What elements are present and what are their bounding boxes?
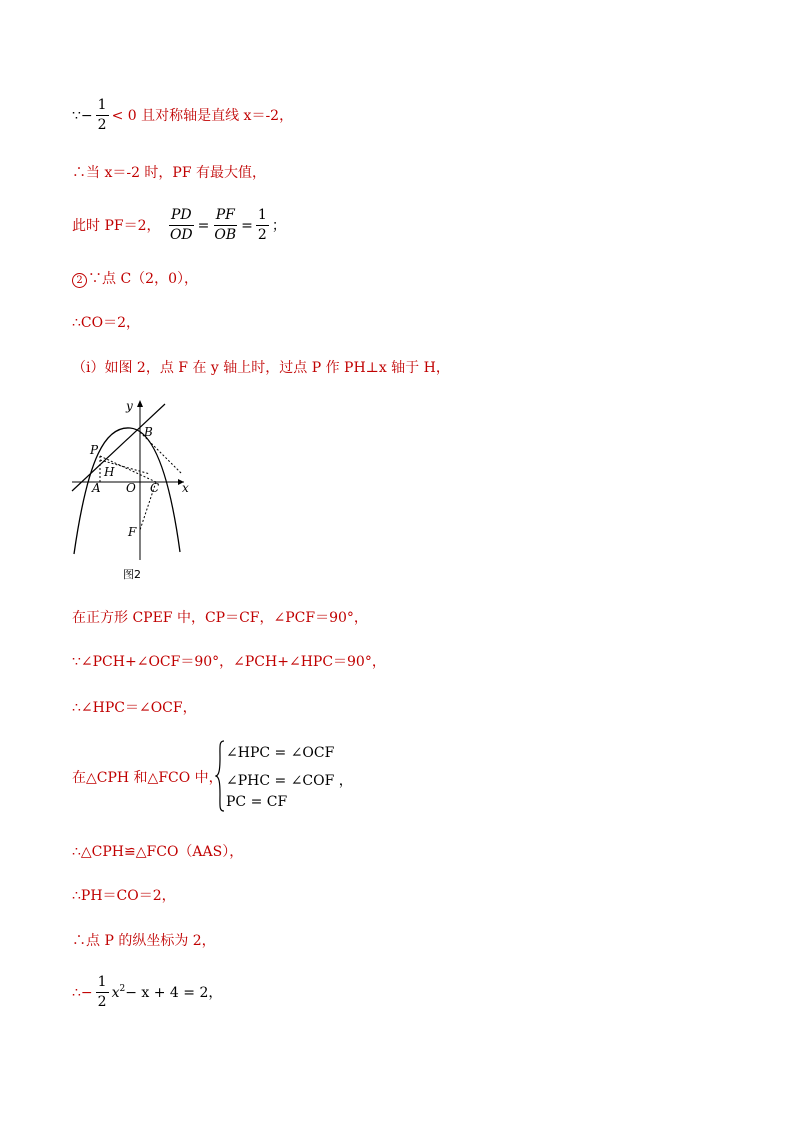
denominator: OB <box>214 227 237 244</box>
prefix: ∴− <box>72 984 93 1001</box>
y-axis-arrow <box>137 400 143 407</box>
label-a: A <box>92 481 101 495</box>
fraction-half <box>96 975 109 1011</box>
exponent: 2 <box>119 984 126 995</box>
equals: = <box>241 217 253 234</box>
system-line-1: ∠HPC = ∠OCF <box>226 745 335 761</box>
text: ∵点 C（2，0）， <box>88 271 198 287</box>
line-9: ∴∠HPC＝∠OCF， <box>72 700 197 716</box>
circled-number: 2 <box>72 273 87 288</box>
line-6: （i）如图 2，点 F 在 y 轴上时，过点 P 作 PH⊥x 轴于 H， <box>72 360 450 376</box>
line-8: ∵∠PCH+∠OCF＝90°，∠PCH+∠HPC＝90°， <box>72 654 386 670</box>
denominator: 2 <box>257 227 267 244</box>
text: − x + 4 = 2， <box>125 984 223 1001</box>
line-13: ∴点 P 的纵坐标为 2， <box>72 933 216 949</box>
label-h: H <box>104 465 115 479</box>
numerator: PF <box>214 208 237 226</box>
fraction-half <box>256 208 269 244</box>
system-eq: ∠PHC = ∠COF <box>226 773 335 789</box>
line-3 <box>72 208 286 244</box>
figure-2 <box>66 396 206 590</box>
label-f: F <box>128 525 137 539</box>
line-5: ∴CO＝2， <box>72 315 141 331</box>
line-10: 在△CPH 和△FCO 中， <box>72 770 223 786</box>
numerator: 1 <box>96 98 109 116</box>
numerator: 1 <box>96 975 109 993</box>
label-x: x <box>182 481 189 495</box>
system-line-3: PC = CF <box>226 794 288 810</box>
text: 此时 PF＝2， <box>72 217 161 234</box>
label-c: C <box>150 481 160 495</box>
fraction-pf-ob <box>212 208 238 244</box>
line-12: ∴PH＝CO＝2， <box>72 888 176 904</box>
denominator: 2 <box>97 994 107 1011</box>
line-7: 在正方形 CPEF 中，CP＝CF，∠PCF＝90°， <box>72 610 368 626</box>
prefix: ∵− <box>72 107 93 124</box>
text: < 0 且对称轴是直线 x＝-2， <box>111 107 294 124</box>
line-11: ∴△CPH≌△FCO（AAS）， <box>72 844 244 860</box>
figure-caption: 图2 <box>123 568 141 581</box>
line-14 <box>72 975 222 1011</box>
fraction <box>96 98 109 134</box>
label-y: y <box>126 399 133 413</box>
label-o: O <box>126 481 136 495</box>
fraction-pd-od <box>168 208 195 244</box>
parabola-diagram <box>66 396 206 586</box>
denominator: 2 <box>97 117 107 134</box>
line-1 <box>72 98 293 134</box>
numerator: 1 <box>256 208 269 226</box>
label-p: P <box>90 443 99 457</box>
variable-x: x <box>111 984 120 1001</box>
text: ； <box>271 217 286 234</box>
numerator: PD <box>169 208 194 226</box>
label-b: B <box>144 425 153 439</box>
comma: ， <box>338 773 353 789</box>
line-4 <box>72 272 198 288</box>
brace-icon <box>215 740 225 812</box>
equals: = <box>197 217 210 234</box>
line-2: ∴当 x＝-2 时，PF 有最大值， <box>72 165 267 181</box>
system-line-2 <box>226 770 353 790</box>
denominator: OD <box>169 227 193 244</box>
line-ab <box>72 404 165 491</box>
